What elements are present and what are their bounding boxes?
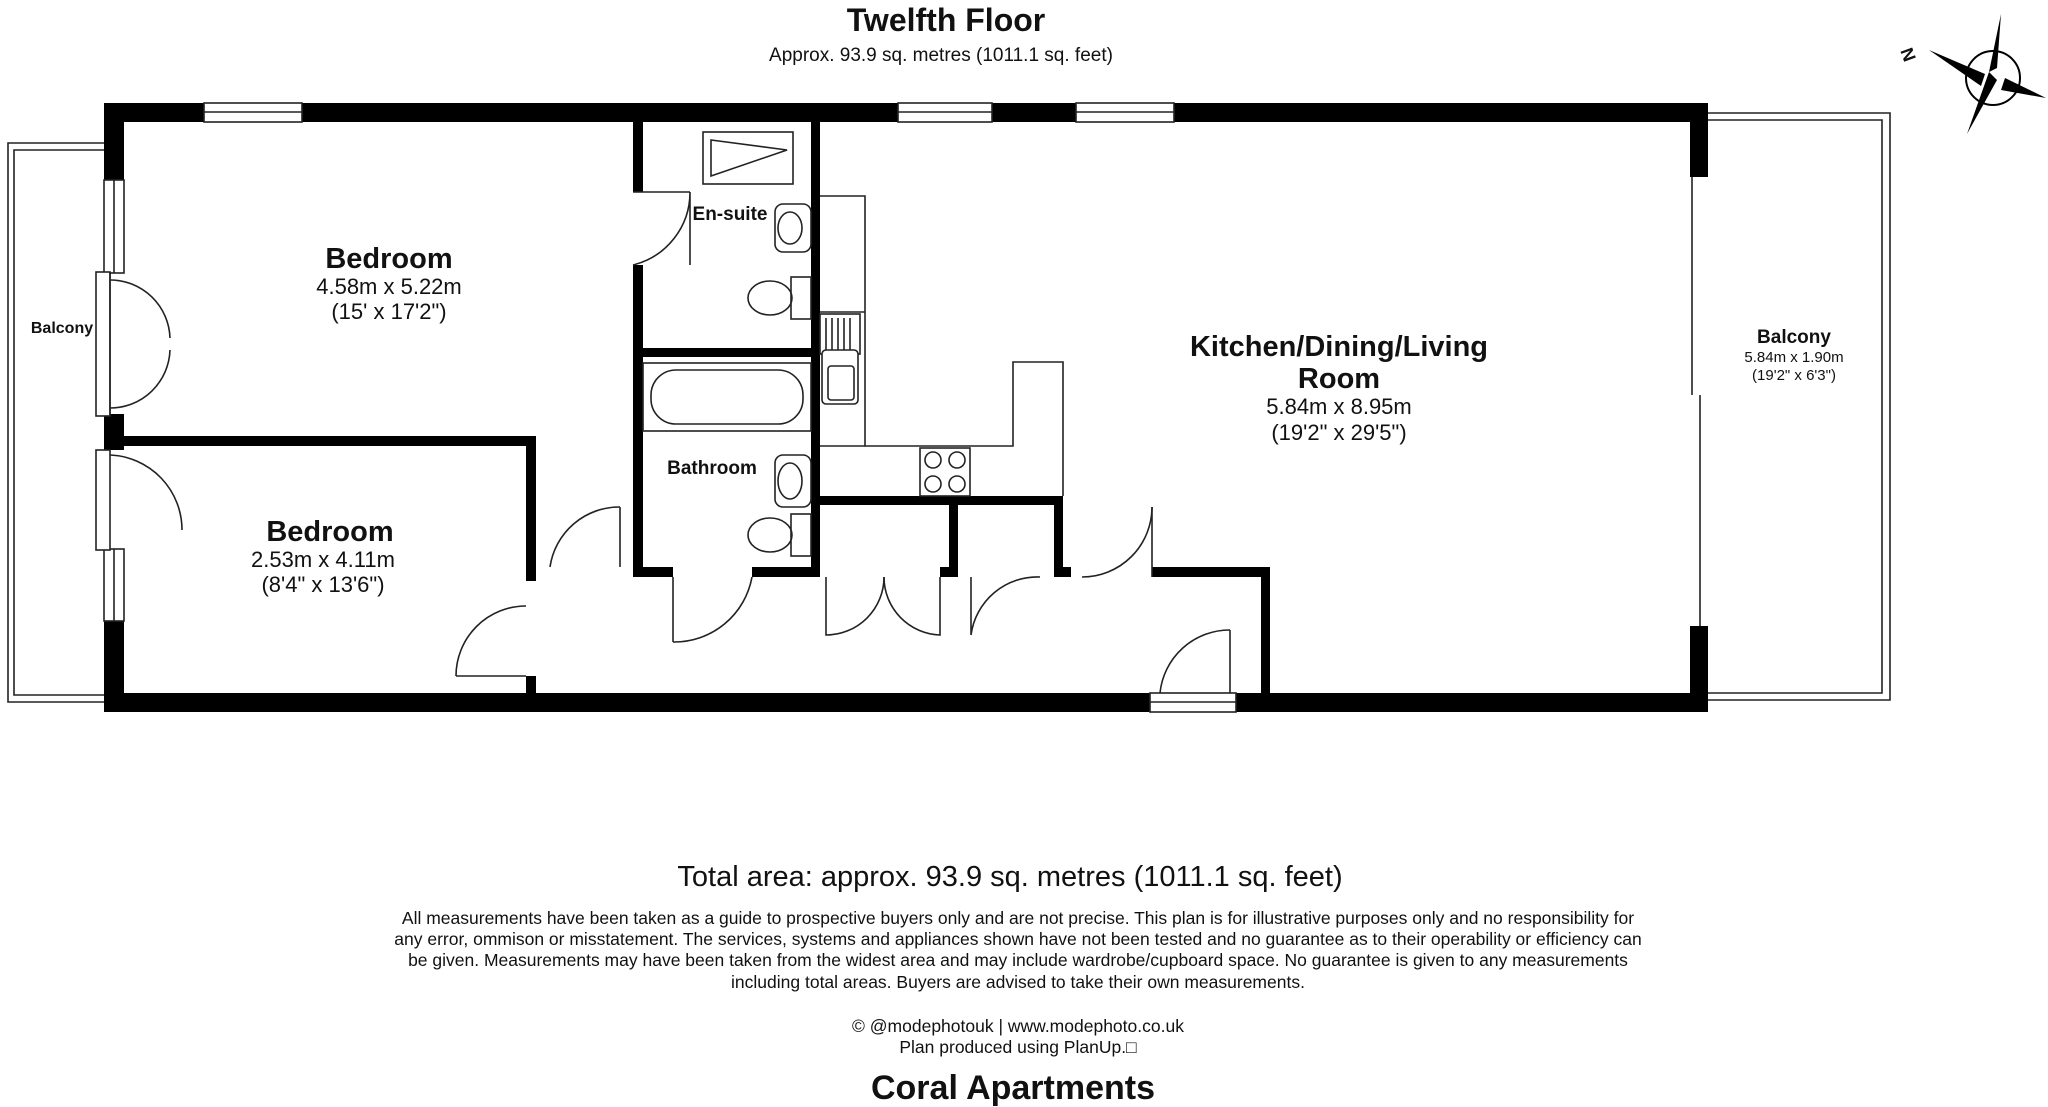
room-balcony-right (1744, 327, 1843, 384)
room-metric: 4.58m x 5.22m (316, 274, 462, 299)
room-bedroom-1 (316, 243, 462, 324)
disclaimer (394, 908, 1641, 992)
room-imperial: (8'4" x 13'6") (261, 572, 385, 597)
room-metric: 5.84m x 1.90m (1744, 349, 1844, 366)
kitchen-fittings (820, 196, 1063, 496)
compass-icon (1896, 14, 2046, 134)
left-balcony (8, 143, 106, 702)
hob-icon (920, 448, 970, 496)
room-ensuite: En-suite (692, 204, 768, 225)
credit-line: © @modephotouk | www.modephoto.co.uk (852, 1016, 1184, 1036)
room-imperial: (19'2" x 6'3") (1752, 367, 1836, 384)
room-kitchen-dining-living (1190, 331, 1488, 445)
total-area: Total area: approx. 93.9 sq. metres (1011.1 sq. feet) (677, 861, 1343, 893)
room-metric: 2.53m x 4.11m (251, 547, 395, 572)
floor-title: Twelfth Floor (846, 2, 1046, 38)
balcony-door-bedroom2 (96, 450, 182, 550)
interior-doors (456, 192, 1236, 712)
room-name-line2: Room (1297, 363, 1381, 395)
disclaimer-line: All measurements have been taken as a guide to prospective buyers only and are not precise. This plan is for illustrative purposes only and no responsibility for (401, 908, 1635, 928)
room-metric: 5.84m x 8.95m (1266, 394, 1412, 419)
floor-area-subtitle: Approx. 93.9 sq. metres (1011.1 sq. feet) (769, 45, 1113, 66)
sink-icon (820, 314, 860, 404)
software-line: Plan produced using PlanUp.□ (899, 1037, 1137, 1057)
outer-walls (104, 103, 1708, 712)
room-name: Bedroom (266, 516, 394, 548)
room-balcony-left: Balcony (30, 320, 94, 337)
room-name: Balcony (1757, 327, 1831, 348)
property-name: Coral Apartments (870, 1069, 1156, 1107)
compass-north-label: N (1896, 45, 1920, 65)
room-name: Bedroom (325, 243, 453, 275)
disclaimer-line: any error, ommison or misstatement. The services, systems and appliances shown have not been tested and no guarantee as to their operability or efficiency can (394, 929, 1642, 949)
ensuite-fixtures (703, 132, 811, 319)
room-name-line1: Kitchen/Dining/Living (1189, 331, 1489, 363)
right-balcony (1692, 113, 1890, 700)
disclaimer-line: be given. Measurements may have been taken from the widest area and may include wardrobe/cupboard space. No guarantee is given to any measurements (408, 950, 1628, 970)
room-imperial: (19'2" x 29'5") (1271, 420, 1407, 445)
room-bathroom: Bathroom (667, 458, 757, 479)
balcony-door-bedroom1 (96, 272, 170, 416)
room-bedroom-2 (251, 516, 395, 597)
room-imperial: (15' x 17'2") (331, 299, 447, 324)
disclaimer-line: including total areas. Buyers are advised to take their own measurements. (731, 972, 1305, 992)
